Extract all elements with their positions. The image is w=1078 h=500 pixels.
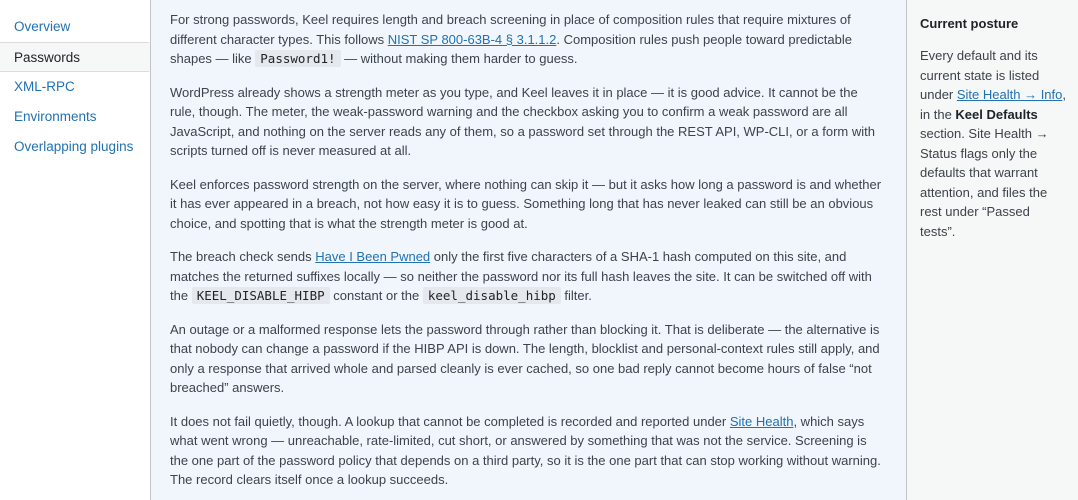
section-nav bbox=[0, 0, 150, 500]
text: , in the bbox=[920, 87, 1066, 122]
text: . Composition rules push people toward predictable shapes — like bbox=[170, 31, 852, 66]
nav-item-environments[interactable]: Environments bbox=[14, 109, 97, 124]
text: constant or the bbox=[329, 288, 423, 303]
nav-item-overview[interactable]: Overview bbox=[14, 19, 71, 34]
keel-defaults-label: Keel Defaults bbox=[955, 106, 1038, 122]
filter-code: keel_disable_hibp bbox=[423, 287, 561, 304]
paragraph-failure-reporting bbox=[170, 412, 886, 490]
paragraph-strength-meter: WordPress already shows a strength meter as you type, and Keel leaves it in place — it is good advice. It cannot be the rule, though. The meter, the weak-password warning and the checkbox asking you to confirm a weak password are all JavaScript, and nothing on the server reads any of them, so a password set through the REST API, WP-CLI, or a form with scripts turned off is never measured at all. bbox=[170, 84, 875, 158]
paragraph-breach-check bbox=[170, 247, 886, 306]
section-nav-list bbox=[0, 0, 150, 162]
paragraph-composition-rules bbox=[170, 10, 886, 69]
example-password-code: Password1! bbox=[255, 50, 340, 67]
text: , which says what went wrong — unreachable, rate-limited, cut short, or answered by something that was not the service. Screening is the one part of the password policy that depends on a third party, so it is the one part that can stop working without warning. The record clears itself once a lookup succeeds. bbox=[170, 413, 881, 487]
text: The breach check sends bbox=[170, 249, 316, 264]
current-posture-heading: Current posture bbox=[920, 16, 1019, 31]
current-posture-panel bbox=[907, 0, 1078, 500]
paragraph-outage: An outage or a malformed response lets the password through rather than blocking it. That is deliberate — the alternative is that nobody can change a password if the HIBP API is down. The length, blocklist and personal-context rules still apply, and only a response that arrived whole and parsed cleanly is ever cached, so one bad reply cannot become hours of false “not breached” answers. bbox=[170, 321, 880, 395]
passwords-content bbox=[150, 0, 907, 500]
site-health-link[interactable]: Site Health bbox=[729, 413, 794, 429]
nav-item-passwords[interactable]: Passwords bbox=[0, 42, 150, 72]
site-health-info-link[interactable]: Site Health → Info bbox=[956, 87, 1063, 102]
text: Every default and its current state is listed under bbox=[920, 48, 1040, 102]
paragraph-server-enforcement: Keel enforces password strength on the server, where nothing can skip it — but it asks how long a password is and whether it has ever appeared in a breach, not how easy it is to guess. Something long that has never leaked can still be an obvious choice, and spotting that is what the strength meter is good at. bbox=[170, 176, 882, 231]
nist-link[interactable]: NIST SP 800-63B-4 § 3.1.1.2 bbox=[387, 31, 557, 47]
text: only the first five characters of a SHA-1 hash computed on this site, and matches the returned suffixes locally — so neither the password nor its full hash leaves the site. It can be switched off with the bbox=[170, 249, 872, 303]
nav-item-xml-rpc[interactable]: XML-RPC bbox=[14, 79, 75, 94]
nav-item-overlapping-plugins[interactable]: Overlapping plugins bbox=[14, 139, 134, 154]
constant-code: KEEL_DISABLE_HIBP bbox=[192, 287, 330, 304]
text: filter. bbox=[560, 288, 592, 303]
text: — without making them harder to guess. bbox=[340, 51, 578, 66]
hibp-link[interactable]: Have I Been Pwned bbox=[315, 249, 431, 264]
text: section. Site Health → Status flags only the defaults that warrant attention, and files the rest under “Passed tests”. bbox=[920, 126, 1049, 239]
text: It does not fail quietly, though. A lookup that cannot be completed is recorded and reported under bbox=[170, 413, 730, 429]
text: For strong passwords, Keel requires length and breach screening in place of composition rules that require mixtures of different character types. This follows bbox=[170, 12, 851, 47]
current-posture-text bbox=[920, 46, 1066, 241]
